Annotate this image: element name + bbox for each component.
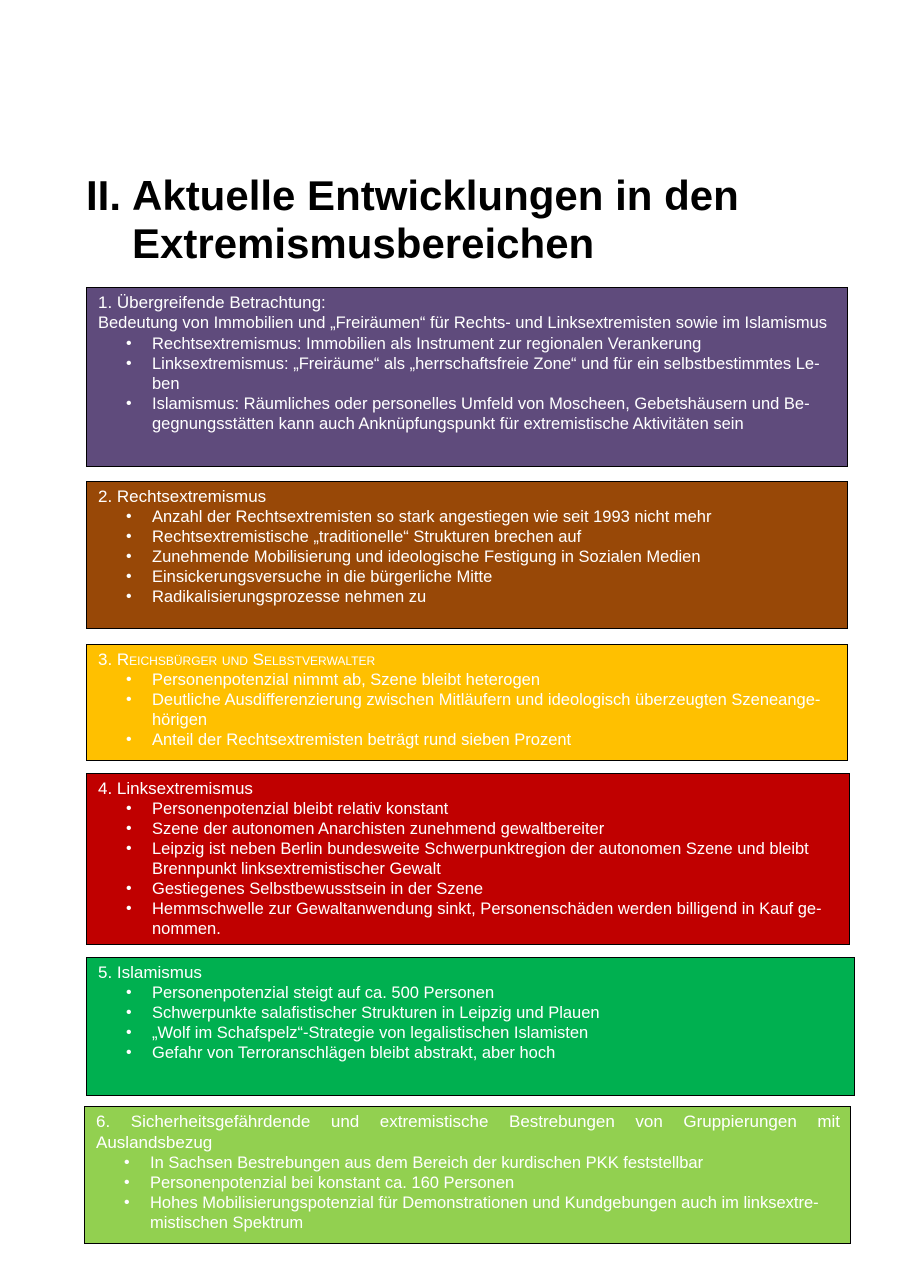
section-box-islamismus <box>86 957 855 1096</box>
list-item: • Hohes Mobilisierungspotenzial für Demonstrationen und Kundgebungen auch im linksextre-mistischen Spektrum <box>96 1193 840 1233</box>
list-item: • Rechtsextremismus: Immobilien als Instrument zur regionalen Verankerung <box>98 334 837 354</box>
bullet-list <box>98 334 837 434</box>
list-item: • Anteil der Rechtsextremisten beträgt rund sieben Prozent <box>98 730 837 750</box>
list-item: • Radikalisierungsprozesse nehmen zu <box>98 587 837 607</box>
section-heading: 6. Sicherheitsgefährdende und extremistische Bestrebungen von Gruppierungen mit Auslandsbezug <box>96 1112 840 1152</box>
section-heading: 5. Islamismus <box>98 963 202 982</box>
section-box-rechtsextremismus <box>86 481 848 629</box>
section-heading: 1. Übergreifende Betrachtung: <box>98 293 326 312</box>
list-item: • Gestiegenes Selbstbewusstsein in der Szene <box>98 879 839 899</box>
title-number: II. <box>86 172 122 219</box>
title-text-1: Aktuelle Entwicklungen in den <box>132 172 739 219</box>
list-item: • „Wolf im Schafspelz“-Strategie von legalistischen Islamisten <box>98 1023 844 1043</box>
list-item: • Deutliche Ausdifferenzierung zwischen Mitläufern und ideologisch überzeugten Szeneange-hörigen <box>98 690 837 730</box>
list-item: • Personenpotenzial bei konstant ca. 160 Personen <box>96 1173 840 1193</box>
section-box-reichsbuerger <box>86 644 848 761</box>
list-item: • Hemmschwelle zur Gewaltanwendung sinkt, Personenschäden werden billigend in Kauf ge-nommen. <box>98 899 839 939</box>
list-item: • Islamismus: Räumliches oder personelles Umfeld von Moscheen, Gebetshäusern und Be-gegnungsstätten kann auch Anknüpfungspunkt für extremistische Aktivitäten sein <box>98 394 837 434</box>
list-item: • Szene der autonomen Anarchisten zunehmend gewaltbereiter <box>98 819 839 839</box>
bullet-list <box>98 670 837 750</box>
section-subheading: Bedeutung von Immobilien und „Freiräumen“ für Rechts- und Linksextremisten sowie im Islamismus <box>98 314 828 332</box>
list-item: • Rechtsextremistische „traditionelle“ Strukturen brechen auf <box>98 527 837 547</box>
list-item: • Personenpotenzial steigt auf ca. 500 Personen <box>98 983 844 1003</box>
bullet-list <box>96 1153 840 1233</box>
section-box-linksextremismus <box>86 773 850 945</box>
list-item: • Gefahr von Terroranschlägen bleibt abstrakt, aber hoch <box>98 1043 844 1063</box>
list-item: • Personenpotenzial nimmt ab, Szene bleibt heterogen <box>98 670 837 690</box>
list-item: • Personenpotenzial bleibt relativ konstant <box>98 799 839 819</box>
list-item: • Anzahl der Rechtsextremisten so stark angestiegen wie seit 1993 nicht mehr <box>98 507 837 527</box>
list-item: • Linksextremismus: „Freiräume“ als „herrschaftsfreie Zone“ und für ein selbstbestimmtes Le-ben <box>98 354 837 394</box>
bullet-list <box>98 507 837 607</box>
page-title <box>86 172 846 268</box>
bullet-list <box>98 983 844 1063</box>
bullet-list <box>98 799 839 939</box>
section-heading: 2. Rechtsextremismus <box>98 487 267 506</box>
list-item: • Einsickerungsversuche in die bürgerliche Mitte <box>98 567 837 587</box>
title-line-2: Extremismusbereichen <box>132 220 595 267</box>
section-heading: 3. Reichsbürger und Selbstverwalter <box>98 650 376 669</box>
list-item: • Zunehmende Mobilisierung und ideologische Festigung in Sozialen Medien <box>98 547 837 567</box>
title-line-1 <box>86 172 846 220</box>
section-box-uebergreifend <box>86 287 848 467</box>
list-item: • In Sachsen Bestrebungen aus dem Bereich der kurdischen PKK feststellbar <box>96 1153 840 1173</box>
list-item: • Leipzig ist neben Berlin bundesweite Schwerpunktregion der autonomen Szene und bleibt Brennpunkt linksextremistischer Gewalt <box>98 839 839 879</box>
list-item: • Schwerpunkte salafistischer Strukturen in Leipzig und Plauen <box>98 1003 844 1023</box>
section-box-auslandsbezug <box>84 1106 851 1244</box>
section-heading: 4. Linksextremismus <box>98 779 253 798</box>
